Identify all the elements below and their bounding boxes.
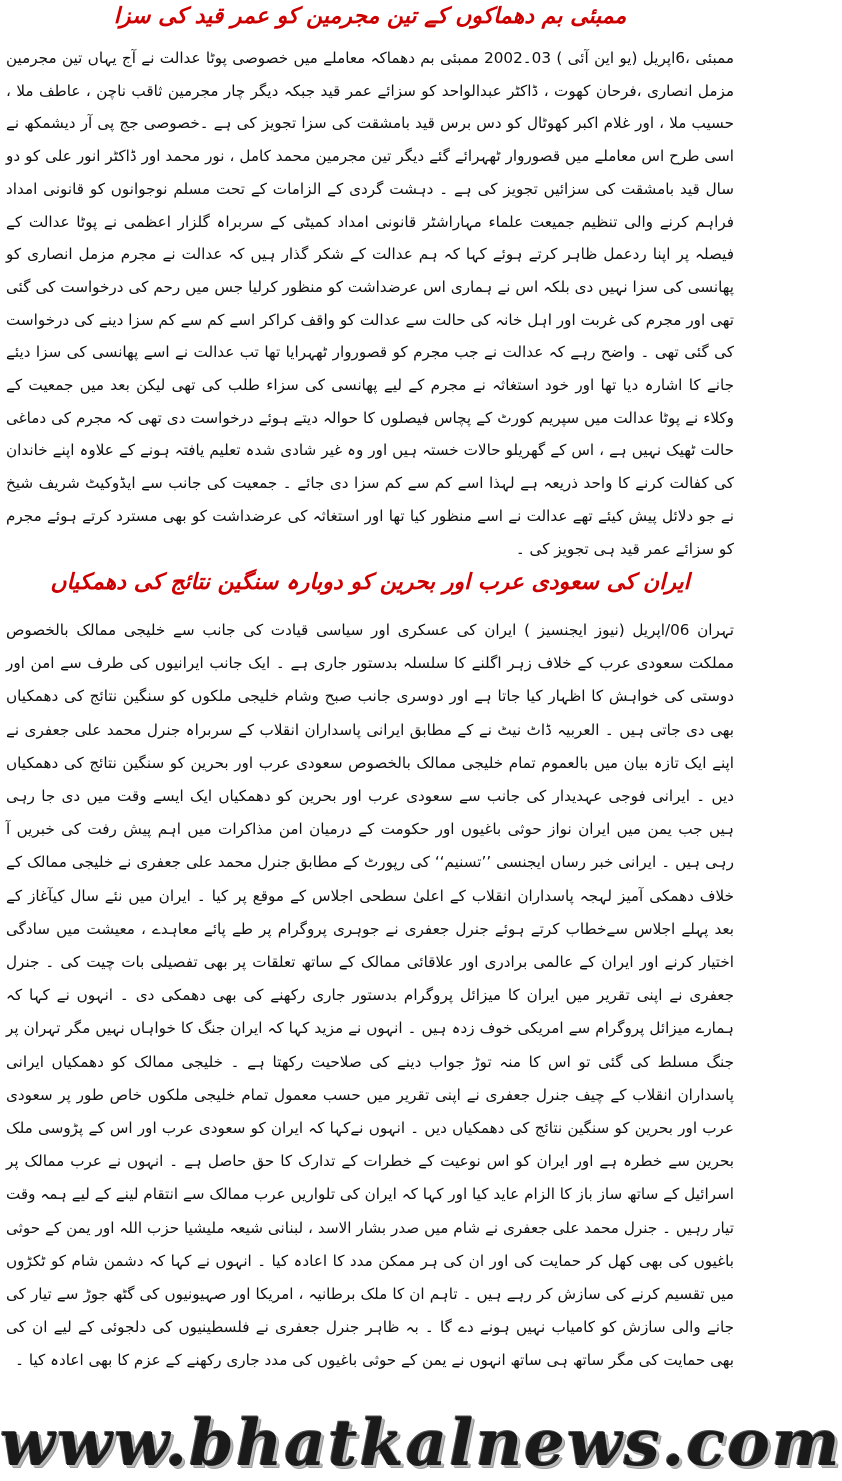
article-1-body: ممبئی ،6اپریل (یو این آئی ) 03۔2002 ممبئی بم دھماکہ معاملے میں خصوصی پوٹا عدالت نے آج یہاں تین مجرمین مزمل انصاری ،فرحان کھوت ، ڈاکٹر عبدالواحد کو سزائے عمر قید جبکہ دیگر چار مجرمین ثاقب ناچن ، عاطف ملا ، حسیب ملا ، اور غلام اکبر کھوٹال کو دس برس قید بامشقت کی سزا تجویز کی ہے ۔خصوصی جج پی آر دیشمکھ نے اسی طرح اس معاملے میں قصوروار ٹھہرائے گئے دیگر تین مجرمین محمد کامل ، نور محمد اور ڈاکٹر انور علی کو دو سال قید بامشقت کی سزائیں تجویز کی ہے ۔ دہشت گردی کے الزامات کے تحت مسلم نوجوانوں کو قانونی امداد فراہم کرنے والی تنظیم جمیعت علماء مہاراشٹر قانونی امداد کمیٹی کے سربراہ گلزار اعظمی نے پوٹا عدالت کے فیصلہ پر اپنا ردعمل ظاہر کرتے ہوئے کہا کہ ہم عدالت کے شکر گذار ہیں کہ عدالت نے مجرم مزمل انصاری کو پھانسی کی سزا نہیں دی بلکہ اس نے ہماری اس عرضداشت کو منظور کرلیا جس میں رحم کی درخواست کی گئی تھی اور مجرم کی غربت اور اہل خانہ کی حالت سے عدالت کو واقف کراکر اسے کم سے کم سزا دینے کی درخواست کی گئی تھی ۔ واضح رہے کہ عدالت نے جب مجرم کو قصوروار ٹھہرایا تھا تب عدالت نے اسے پھانسی کی سزا دیئے جانے کا اشارہ دیا تھا اور خود استغاثہ نے مجرم کے لیے پھانسی کی سزاء طلب کی تھی لیکن بعد میں جمعیت کے وکلاء نے پوٹا عدالت میں سپریم کورٹ کے پچاس فیصلوں کا حوالہ دیتے ہوئے درخواست دی تھی کہ مجرم کی دماغی حالت ٹھیک نہیں ہے ، اس کے گھریلو حالات خستہ ہیں اور وہ غیر شادی شدہ تعلیم یافتہ ہونے کے علاوہ اپنے خاندان کی کفالت کرنے کا واحد ذریعہ ہے لہذا اسے کم سے کم سزا دی جائے ۔ جمعیت کی جانب سے ایڈوکیٹ شریف شیخ نے جو دلائل پیش کیئے تھے عدالت نے اسے منظور کیا تھا اور استغاثہ کی عرضداشت کو بھی مسترد کرتے ہوئے مجرم کو سزائے عمر قید ہی تجویز کی ۔	[6, 49, 735, 558]
article-1-headline: ممبئی بم دھماکوں کے تین مجرمین کو عمر قید کی سزا	[113, 4, 627, 29]
site-url-watermark: www.bhatkalnews.com	[0, 1406, 842, 1481]
article-2-headline: ایران کی سعودی عرب اور بحرین کو دوبارہ سنگین نتائج کی دھمکیاں	[50, 570, 690, 595]
article-2-body: تہران 06/اپریل (نیوز ایجنسیز ) ایران کی عسکری اور سیاسی قیادت کی جانب سے خلیجی ممالک بالخصوص مملکت سعودی عرب کے خلاف زہر اگلنے کا سلسلہ بدستور جاری ہے ۔ ایک جانب ایرانیوں کی طرف سے امن اور دوستی کی خواہش کا اظہار کیا جاتا ہے اور دوسری جانب صبح وشام خلیجی ملکوں کو سنگین نتائج کی دھمکیاں بھی دی جاتی ہیں ۔ العربیہ ڈاٹ نیٹ نے کے مطابق ایرانی پاسداران انقلاب کے سربراہ جنرل محمد علی جعفری نے اپنے ایک تازہ بیان میں بالعموم تمام خلیجی ممالک بالخصوص سعودی عرب اور بحرین کو سنگین نتائج کی دھمکیاں دیں ۔ ایرانی فوجی عہدیدار کی جانب سے سعودی عرب اور بحرین کو دھمکیاں ایک ایسے وقت میں دی جا رہی ہیں جب یمن میں ایران نواز حوثی باغیوں اور حکومت کے درمیان امن مذاکرات میں اہم پیش رفت کی خبریں آ رہی ہیں ۔ ایرانی خبر رساں ایجنسی ’’تسنیم‘‘ کی رپورٹ کے مطابق جنرل محمد علی جعفری نے خلیجی ممالک کے خلاف دھمکی آمیز لہجہ پاسداران انقلاب کے اعلیٰ سطحی اجلاس کے موقع پر کیا ۔ ایران میں نئے سال کیآغاز کے بعد پہلے اجلاس سےخطاب کرتے ہوئے جنرل جعفری نے جوہری پروگرام پر طے پائے معاہدے ، معیشت میں سادگی اختیار کرنے اور ایران کے عالمی برادری اور علاقائی ممالک کے ساتھ تعلقات پر بھی تفصیلی بات چیت کی ۔ جنرل جعفری نے اپنی تقریر میں ایران کا میزائل پروگرام بدستور جاری رکھنے کی بھی دھمکی دی ۔ انہوں نے کہا کہ ہمارے میزائل پروگرام سے امریکی خوف زدہ ہیں ۔ انہوں نے مزید کہا کہ ایران جنگ کا خواہاں نہیں مگر تہران پر جنگ مسلط کی گئی تو اس کا منہ توڑ جواب دینے کی صلاحیت رکھتا ہے ۔ خلیجی ممالک کو دھمکیاں ایرانی پاسداران انقلاب کے چیف جنرل جعفری نے اپنی تقریر میں حسب معمول تمام خلیجی ملکوں خاص طور پر سعودی عرب اور بحرین کو سنگین نتائج کی دھمکیاں دیں ۔ انہوں نےکہا کہ ایران کو سعودی عرب اور اس کے پڑوسی ملک بحرین سے خطرہ ہے اور ایران کو اس نوعیت کے خطرات کے تدارک کا حق حاصل ہے ۔ انہوں نے عرب ممالک پر اسرائیل کے ساتھ ساز باز کا الزام عاید کیا اور کہا کہ ایران کی تلواریں عرب ممالک سے انتقام لینے کے لیے ہمہ وقت تیار رہیں ۔ جنرل محمد علی جعفری نے شام میں صدر بشار الاسد ، لبنانی شیعہ ملیشیا حزب اللہ اور یمن کے حوثی باغیوں کی بھی کھل کر حمایت کی اور ان کی ہر ممکن مدد کا اعادہ کیا ۔ انہوں نے کہا کہ دشمن شام کو ٹکڑوں میں تقسیم کرنے کی سازش کر رہے ہیں ۔ تاہم ان کا ملک برطانیہ ، امریکا اور صہیونیوں کی گٹھ جوڑ سے تیار کی جانے والی سازش کو کامیاب نہیں ہونے دے گا ۔ بہ ظاہر جنرل جعفری نے فلسطینیوں کی دلجوئی کے لیے ان کی بھی حمایت کی مگر ساتھ ہی ساتھ انہوں نے یمن کے حوثی باغیوں کی مدد جاری رکھنے کے عزم کا بھی اعادہ کیا ۔	[6, 621, 734, 1370]
footer-banner	[0, 1406, 842, 1481]
